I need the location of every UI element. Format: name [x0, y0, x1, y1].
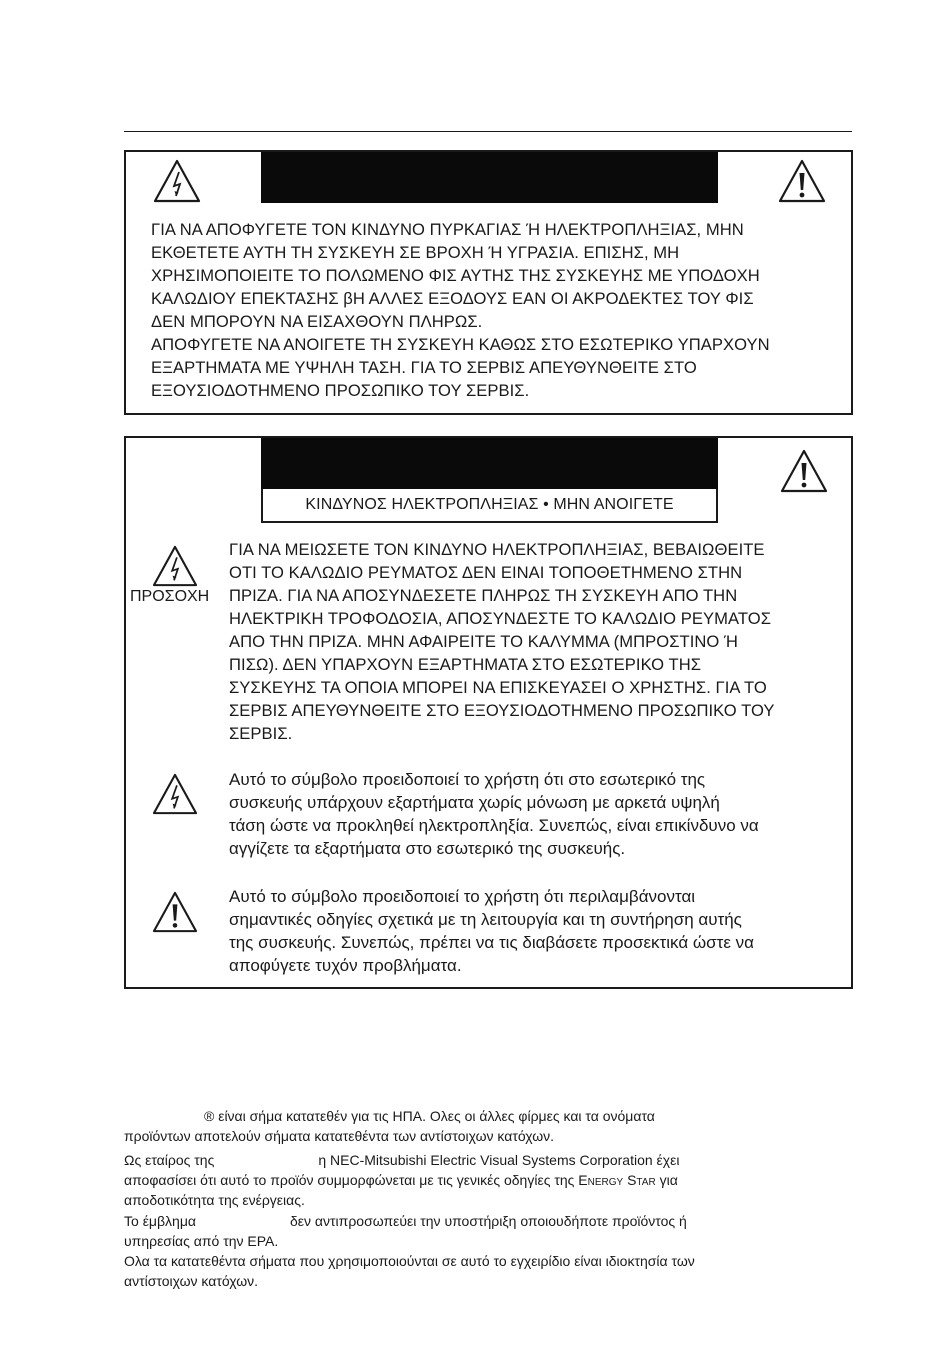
text-line: υπηρεσίας από την EPA.	[124, 1233, 279, 1249]
caution-side-label: ΠΡΟΣΟΧΗ	[130, 588, 210, 605]
text-line: ΕΚΘΕΤΕΤΕ ΑΥΤΗ ΤΗ ΣΥΣΚΕΥΗ ΣΕ ΒΡΟΧΗ Ή ΥΓΡΑΣΙΑ. ΕΠΙΣΗΣ, ΜΗ	[151, 243, 680, 262]
text-line: η NEC-Mitsubishi Electric Visual Systems Corporation έχει	[318, 1152, 680, 1168]
text-line: ΠΡΙΖΑ. ΓΙΑ ΝΑ ΑΠΟΣΥΝΔΕΣΕΤΕ ΠΛΗΡΩΣ ΤΗ ΣΥΣΚΕΥΗ ΑΠΟ ΤΗΝ	[229, 586, 738, 605]
warning-paragraph-2	[151, 333, 851, 402]
text-line: ΑΠΟ ΤΗΝ ΠΡΙΖΑ. ΜΗΝ ΑΦΑΙΡΕΙΤΕ ΤΟ ΚΑΛΥΜΜΑ (ΜΠΡΟΣΤΙΝΟ Ή	[229, 632, 738, 651]
all-trademarks-notice	[124, 1251, 854, 1291]
exclamation-warning-icon	[777, 158, 827, 204]
text-line: ΓΙΑ ΝΑ ΑΠΟΦΥΓΕΤΕ ΤΟΝ ΚΙΝΔΥΝΟ ΠΥΡΚΑΓΙΑΣ Ή ΗΛΕΚΤΡΟΠΛΗΞΙΑΣ, ΜΗΝ	[151, 220, 744, 239]
text-line: αντίστοιχων κατόχων.	[124, 1273, 259, 1289]
text-line: για	[659, 1172, 678, 1188]
text-line: ® είναι σήμα κατατεθέν για τις ΗΠΑ. Ολες οι άλλες φίρμες και τα ονόματα	[204, 1108, 655, 1124]
text-line: ΠΙΣΩ). ΔΕΝ ΥΠΑΡΧΟΥΝ ΕΞΑΡΤΗΜΑΤΑ ΣΤΟ ΕΣΩΤΕΡΙΚΟ ΤΗΣ	[229, 655, 702, 674]
energy-star-partner-notice	[124, 1150, 854, 1210]
caution-main-text	[229, 538, 849, 745]
exclamation-warning-icon	[151, 890, 199, 934]
warning-header-bar	[261, 152, 718, 203]
caution-box	[124, 436, 853, 989]
warning-paragraph-1	[151, 218, 851, 333]
lightning-symbol-explanation	[229, 768, 849, 860]
caution-sub-label: ΚΙΝΔΥΝΟΣ ΗΛΕΚΤΡΟΠΛΗΞΙΑΣ • ΜΗΝ ΑΝΟΙΓΕΤΕ	[261, 489, 718, 523]
exclamation-symbol-explanation	[229, 885, 849, 977]
lightning-warning-icon	[151, 772, 199, 816]
text-line: ΧΡΗΣΙΜΟΠΟΙΕΙΤΕ ΤΟ ΠΟΛΩΜΕΝΟ ΦΙΣ ΑΥΤΗΣ ΤΗΣ ΣΥΣΚΕΥΗΣ ΜΕ ΥΠΟΔΟΧΗ	[151, 266, 760, 285]
text-line: αγγίζετε τα εξαρτήματα στο εσωτερικό της συσκευής.	[229, 839, 626, 858]
text-line: ΗΛΕΚΤΡΙΚΗ ΤΡΟΦΟΔΟΣΙΑ, ΑΠΟΣΥΝΔΕΣΤΕ ΤΟ ΚΑΛΩΔΙΟ ΡΕΥΜΑΤΟΣ	[229, 609, 772, 628]
text-line: αποφασίσει ότι αυτό το προϊόν συμμορφώνεται με τις γενικές οδηγίες της	[124, 1172, 575, 1188]
text-line: ΓΙΑ ΝΑ ΜΕΙΩΣΕΤΕ ΤΟΝ ΚΙΝΔΥΝΟ ΗΛΕΚΤΡΟΠΛΗΞΙΑΣ, ΒΕΒΑΙΩΘΕΙΤΕ	[229, 540, 765, 559]
text-line: ΟΤΙ ΤΟ ΚΑΛΩΔΙΟ ΡΕΥΜΑΤΟΣ ΔΕΝ ΕΙΝΑΙ ΤΟΠΟΘΕΤΗΜΕΝΟ ΣΤΗΝ	[229, 563, 743, 582]
text-line: τάση ώστε να προκληθεί ηλεκτροπληξία. Συνεπώς, είναι επικίνδυνο να	[229, 816, 759, 835]
text-line: Το έμβλημα	[124, 1213, 196, 1229]
text-line: συσκευής υπάρχουν εξαρτήματα χωρίς μόνωση με αρκετά υψηλή	[229, 793, 720, 812]
text-line: ΕΞΟΥΣΙΟΔΟΤΗΜΕΝΟ ΠΡΟΣΩΠΙΚΟ ΤΟΥ ΣΕΡΒΙΣ.	[151, 381, 530, 400]
trademark-notice	[124, 1106, 854, 1146]
text-line: Αυτό το σύμβολο προειδοποιεί το χρήστη ότι περιλαμβάνονται	[229, 887, 696, 906]
text-line: ΚΑΛΩΔΙΟΥ ΕΠΕΚΤΑΣΗΣ βΗ ΑΛΛΕΣ ΕΞΟΔΟΥΣ ΕΑΝ ΟΙ ΑΚΡΟΔΕΚΤΕΣ ΤΟΥ ΦΙΣ	[151, 289, 754, 308]
text-line: Ολα τα κατατεθέντα σήματα που χρησιμοποιούνται σε αυτό το εγχειρίδιο είναι ιδιοκτησία των	[124, 1253, 695, 1269]
text-line: ΔΕΝ ΜΠΟΡΟΥΝ ΝΑ ΕΙΣΑΧΘΟΥΝ ΠΛΗΡΩΣ.	[151, 312, 483, 331]
text-line: ΣΥΣΚΕΥΗΣ ΤΑ ΟΠΟΙΑ ΜΠΟΡΕΙ ΝΑ ΕΠΙΣΚΕΥΑΣΕΙ Ο ΧΡΗΣΤΗΣ. ΓΙΑ ΤΟ	[229, 678, 767, 697]
text-line: Αυτό το σύμβολο προειδοποιεί το χρήστη ότι στο εσωτερικό της	[229, 770, 706, 789]
lightning-warning-icon	[152, 158, 202, 204]
text-line: σημαντικές οδηγίες σχετικά με τη λειτουργία και τη συντήρηση αυτής	[229, 910, 742, 929]
warning-text	[151, 218, 851, 402]
text-line: ΣΕΡΒΙΣ.	[229, 724, 293, 743]
text-line: αποφύγετε τυχόν προβλήματα.	[229, 956, 462, 975]
text-line: δεν αντιπροσωπεύει την υποστήριξη οποιουδήποτε προϊόντος ή	[290, 1213, 687, 1229]
lightning-warning-icon	[151, 544, 199, 588]
top-rule	[124, 131, 852, 132]
text-line: ΕΞΑΡΤΗΜΑΤΑ ΜΕ ΥΨΗΛΗ ΤΑΣΗ. ΓΙΑ ΤΟ ΣΕΡΒΙΣ ΑΠΕΥΘΥΝΘΕΙΤΕ ΣΤΟ	[151, 358, 697, 377]
text-line: ΣΕΡΒΙΣ ΑΠΕΥΘΥΝΘΕΙΤΕ ΣΤΟ ΕΞΟΥΣΙΟΔΟΤΗΜΕΝΟ ΠΡΟΣΩΠΙΚΟ ΤΟΥ	[229, 701, 775, 720]
emblem-notice	[124, 1211, 854, 1251]
text-line: αποδοτικότητα της ενέργειας.	[124, 1192, 305, 1208]
text-line: ΑΠΟΦΥΓΕΤΕ ΝΑ ΑΝΟΙΓΕΤΕ ΤΗ ΣΥΣΚΕΥΗ ΚΑΘΩΣ ΣΤΟ ΕΣΩΤΕΡΙΚΟ ΥΠΑΡΧΟΥΝ	[151, 335, 770, 354]
energy-star-text: Energy Star	[578, 1172, 656, 1188]
text-line: της συσκευής. Συνεπώς, πρέπει να τις διαβάσετε προσεκτικά ώστε να	[229, 933, 754, 952]
warning-box	[124, 150, 853, 415]
text-line: Ως εταίρος της	[124, 1152, 215, 1168]
text-line: προϊόντων αποτελούν σήματα κατατεθέντα των αντίστοιχων κατόχων.	[124, 1128, 555, 1144]
exclamation-warning-icon	[779, 448, 829, 494]
caution-header-bar	[261, 438, 718, 489]
